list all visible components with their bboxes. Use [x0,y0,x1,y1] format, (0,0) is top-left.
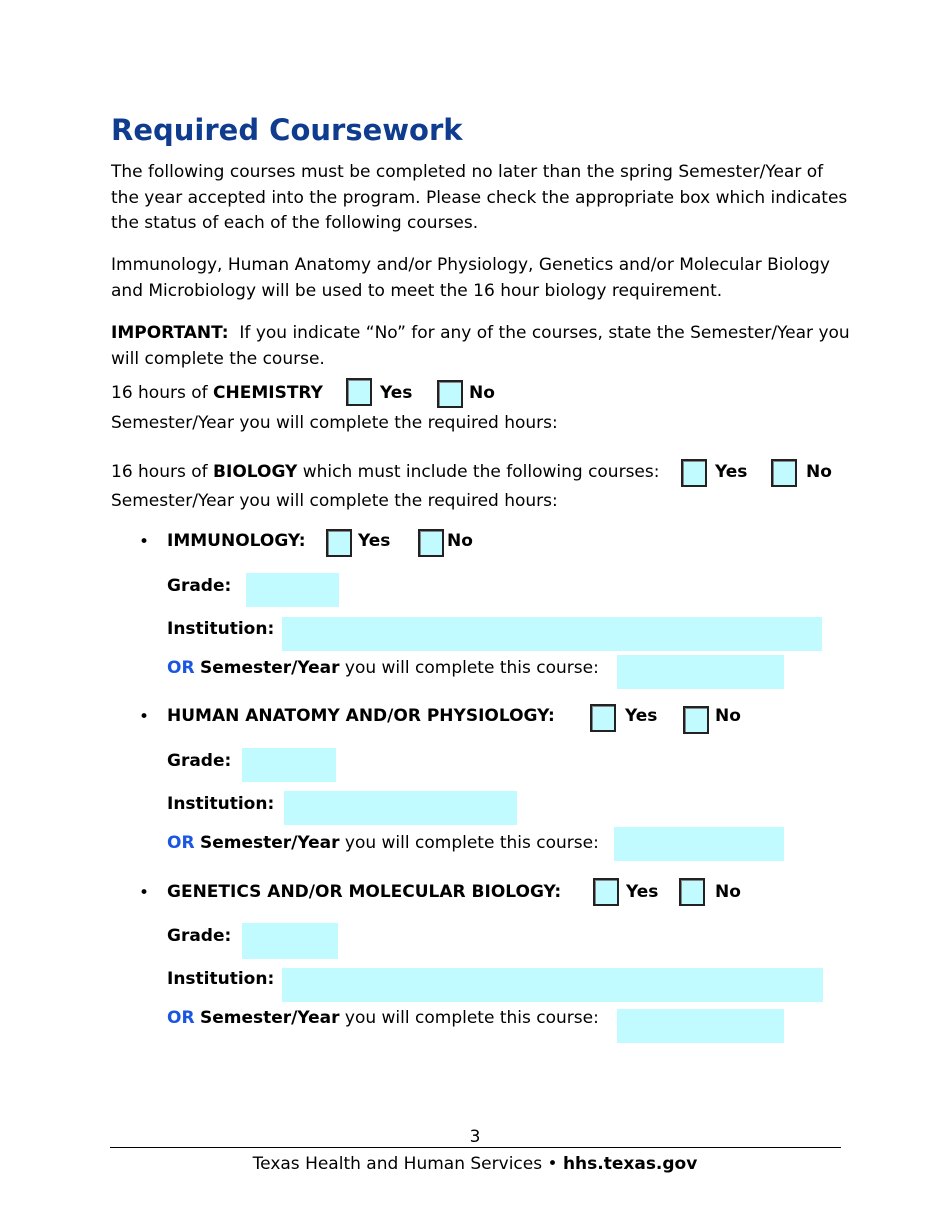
footer-org: Texas Health and Human Services [252,1154,543,1174]
biology-no-label: No [806,462,832,482]
course-name: IMMUNOLOGY: [167,531,306,551]
page-number: 3 [469,1127,481,1147]
footer-divider [110,1147,841,1148]
bullet: • [139,883,150,903]
important-paragraph [111,321,851,372]
course-name: GENETICS AND/OR MOLECULAR BIOLOGY: [167,882,562,902]
course-name: HUMAN ANATOMY AND/OR PHYSIOLOGY: [167,706,555,726]
genetics-institution-field[interactable] [282,968,823,1002]
chemistry-no-checkbox[interactable] [437,380,463,408]
genetics-no-label: No [715,882,741,902]
chemistry-no-label: No [469,383,495,403]
bullet: • [139,707,150,727]
institution-label: Institution: [167,969,275,989]
biology-prefix: 16 hours of [111,462,208,482]
intro-paragraph: The following courses must be completed no later than the spring Semester/Year of the year accepted into the program. Please check the appropriate box which indicates the status of each of the following courses. [111,162,848,233]
footer-site: hhs.texas.gov [562,1154,698,1174]
anatomy-no-checkbox[interactable] [683,706,709,734]
immunology-no-label: No [447,531,473,551]
anatomy-no-label: No [715,706,741,726]
immunology-semester-field[interactable] [617,655,784,689]
semester-line [167,658,599,678]
institution-label: Institution: [167,619,275,639]
anatomy-yes-checkbox[interactable] [590,704,616,732]
anatomy-grade-field[interactable] [242,748,336,782]
grade-label: Grade: [167,926,232,946]
biology-suffix: which must include the following courses: [302,462,660,482]
bullet: • [139,532,150,552]
grade-label: Grade: [167,576,232,596]
genetics-grade-field[interactable] [242,923,338,959]
genetics-no-checkbox[interactable] [679,878,705,906]
or-label: OR [167,833,195,853]
semester-label: Semester/Year [199,1008,340,1028]
immunology-institution-field[interactable] [282,617,822,651]
chemistry-line [111,383,323,403]
chemistry-prefix: 16 hours of [111,383,208,403]
biology-yes-checkbox[interactable] [681,459,707,487]
immunology-yes-label: Yes [358,531,391,551]
semester-suffix: you will complete this course: [344,1008,599,1028]
biology-yes-label: Yes [715,462,748,482]
chemistry-semester-text: Semester/Year you will complete the required hours: [111,413,558,433]
genetics-yes-checkbox[interactable] [593,878,619,906]
anatomy-institution-field[interactable] [284,791,517,825]
chemistry-yes-checkbox[interactable] [346,378,372,406]
important-text: If you indicate “No” for any of the courses, state the Semester/Year you will complete the course. [111,323,850,369]
semester-line [167,1008,599,1028]
immunology-yes-checkbox[interactable] [326,529,352,557]
biology-no-checkbox[interactable] [771,459,797,487]
genetics-yes-label: Yes [626,882,659,902]
chemistry-subject: CHEMISTRY [213,383,323,403]
grade-label: Grade: [167,751,232,771]
anatomy-yes-label: Yes [625,706,658,726]
biology-line [111,462,659,482]
semester-line [167,833,599,853]
immunology-no-checkbox[interactable] [418,529,444,557]
footer-text [0,1154,950,1174]
institution-label: Institution: [167,794,275,814]
footer-separator: • [547,1154,558,1174]
anatomy-semester-field[interactable] [614,827,784,861]
semester-label: Semester/Year [199,833,340,853]
or-label: OR [167,658,195,678]
immunology-grade-field[interactable] [246,573,339,607]
page-title: Required Coursework [111,113,463,147]
semester-label: Semester/Year [199,658,340,678]
biology-semester-text: Semester/Year you will complete the required hours: [111,491,558,511]
biology-subject: BIOLOGY [213,462,298,482]
biology-note-paragraph: Immunology, Human Anatomy and/or Physiology, Genetics and/or Molecular Biology and Microbiology will be used to meet the 16 hour biology requirement. [111,255,830,301]
semester-suffix: you will complete this course: [344,658,599,678]
or-label: OR [167,1008,195,1028]
important-label: IMPORTANT: [111,323,229,343]
chemistry-yes-label: Yes [380,383,413,403]
semester-suffix: you will complete this course: [344,833,599,853]
genetics-semester-field[interactable] [617,1009,784,1043]
